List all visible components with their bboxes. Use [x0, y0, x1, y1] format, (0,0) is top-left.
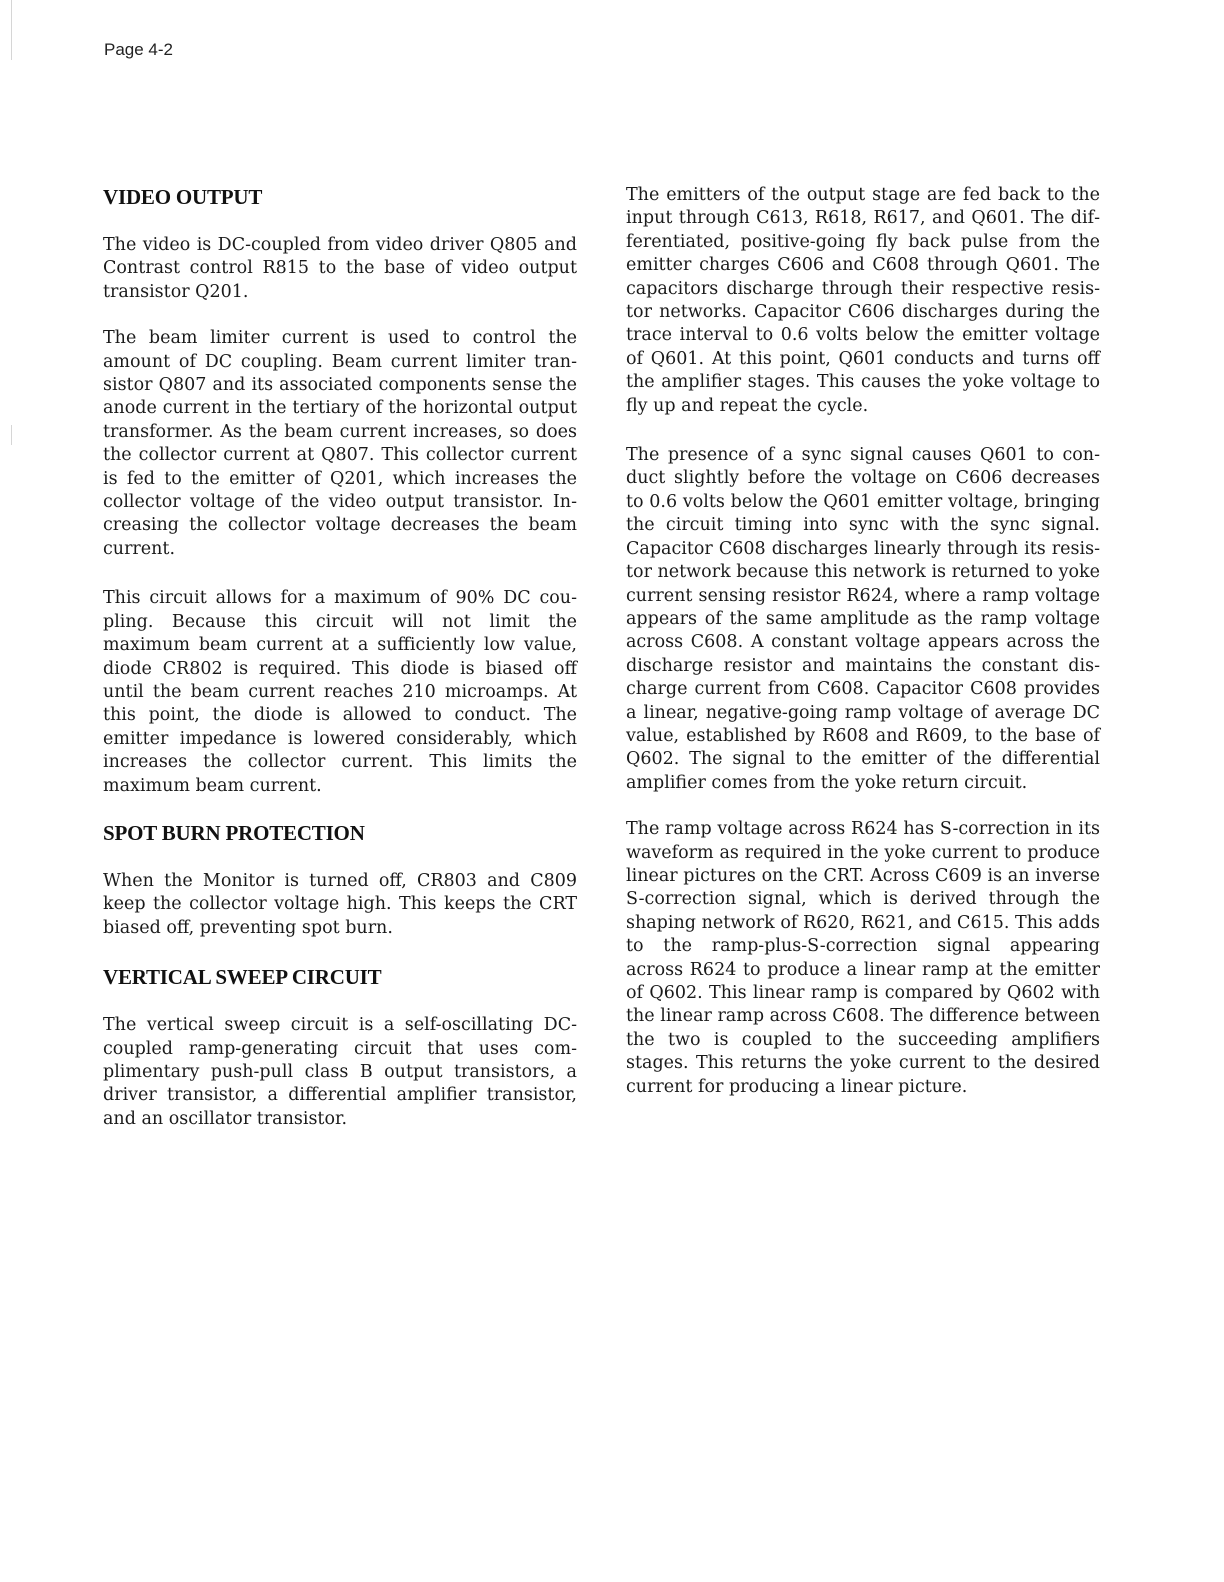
paragraph: The presence of a sync signal causes Q601 to conduct slightly before the voltage on C606 decreases to 0.6 volts below the Q601 emitter voltage, bringing the circuit timing into sync with the sync signal. Capacitor C608 discharges linearly through its resistor network because this network is returned to yoke current sensing resistor R624, where a ramp voltage appears of the same amplitude as the ramp voltage across C608. A constant voltage appears across the discharge resistor and maintains the constant discharge current from C608. Capacitor C608 provides a linear, negative-going ramp voltage of average DC value, established by R608 and R609, to the base of Q602. The signal to the emitter of the differential amplifier comes from the yoke return circuit. — [626, 445, 1100, 793]
paragraph: The video is DC-coupled from video driver Q805 and Contrast control R815 to the base of video output transistor Q201. — [103, 235, 577, 302]
paragraph: When the Monitor is turned off, CR803 and C809 keep the collector voltage high. This keeps the CRT biased off, preventing spot burn. — [103, 870, 577, 938]
section-heading-spot-burn: SPOT BURN PROTECTION — [103, 820, 365, 845]
paragraph: The ramp voltage across R624 has S-correction in its waveform as required in the yoke current to produce linear pictures on the CRT. Across C609 is an inverse S-correction signal, which is derived through the shaping network of R620, R621, and C615. This adds to the ramp-plus-S-correction signal appearing across R624 to produce a linear ramp at the emitter of Q602. This linear ramp is compared by Q602 with the linear ramp across C608. The difference between the two is coupled to the succeeding amplifiers stages. This returns the yoke current to the desired current for producing a linear picture. — [626, 819, 1100, 1097]
vertical-sweep-section — [103, 964, 577, 1131]
spot-burn-section — [103, 820, 577, 940]
paragraph: The beam limiter current is used to control the amount of DC coupling. Beam current limiter transistor Q807 and its associated components sense the anode current in the tertiary of the horizontal output transformer. As the beam current increases, so does the collector current at Q807. This collector current is fed to the emitter of Q201, which increases the collector voltage of the video output transistor. Increasing the collector voltage decreases the beam current. — [103, 328, 577, 559]
section-heading-vertical-sweep: VERTICAL SWEEP CIRCUIT — [103, 965, 382, 990]
scan-edge-mark — [11, 0, 12, 60]
right-column — [626, 184, 1100, 1099]
video-output-section — [103, 184, 577, 798]
page-number: Page 4-2 — [104, 40, 173, 59]
section-heading-video-output: VIDEO OUTPUT — [103, 185, 263, 209]
paragraph: The emitters of the output stage are fed back to the input through C613, R618, R617, and Q601. The differentiated, positive-going fly back pulse from the emitter charges C606 and C608 through Q601. The capacitors discharge through their respective resistor networks. Capacitor C606 discharges during the trace interval to 0.6 volts below the emitter voltage of Q601. At this point, Q601 conducts and turns off the amplifier stages. This causes the yoke voltage to fly up and repeat the cycle. — [626, 185, 1100, 416]
paragraph: The vertical sweep circuit is a self-oscillating DC-coupled ramp-generating circuit that uses complimentary push-pull class B output transistors, a driver transistor, a differential amplifier transistor, and an oscillator transistor. — [103, 1015, 577, 1129]
scan-edge-mark — [11, 425, 12, 445]
paragraph: This circuit allows for a maximum of 90% DC coupling. Because this circuit will not limit the maximum beam current at a sufficiently low value, diode CR802 is required. This diode is biased off until the beam current reaches 210 microamps. At this point, the diode is allowed to conduct. The emitter impedance is lowered considerably, which increases the collector current. This limits the maximum beam current. — [103, 588, 577, 796]
left-column — [103, 184, 577, 1131]
